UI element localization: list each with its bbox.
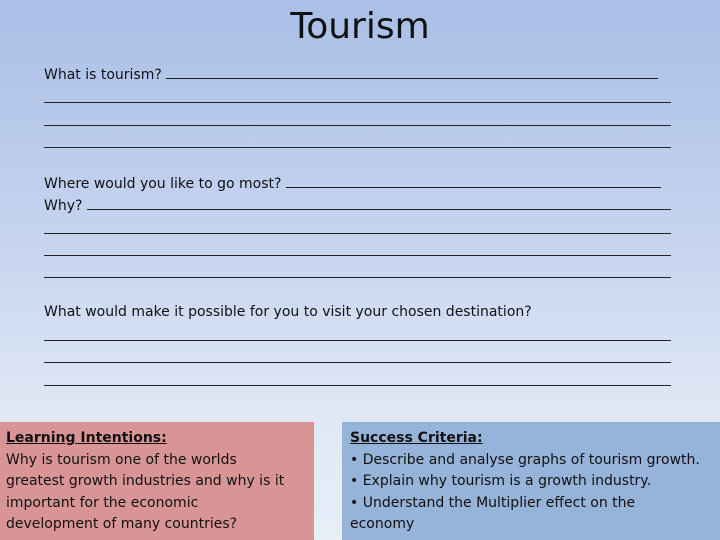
answer-line[interactable] (44, 125, 671, 126)
answer-line[interactable] (44, 362, 671, 363)
learning-intentions-heading: Learning Intentions: (6, 430, 167, 446)
question-why (44, 197, 671, 215)
success-criteria-box (342, 422, 720, 540)
question-text: What is tourism? (44, 67, 162, 83)
question-where-go (44, 175, 661, 193)
learning-intentions-line: development of many countries? (6, 516, 238, 532)
question-make-possible (44, 303, 532, 321)
answer-line[interactable] (44, 385, 671, 386)
success-criteria-line: economy (350, 516, 415, 532)
learning-intentions-line: greatest growth industries and why is it (6, 473, 285, 489)
answer-line[interactable] (44, 255, 671, 256)
learning-intentions-line: important for the economic (6, 494, 199, 511)
success-criteria-heading: Success Criteria: (350, 430, 483, 446)
success-criteria-line: • Explain why tourism is a growth industry. (350, 473, 652, 489)
question-text: What would make it possible for you to visit your chosen destination? (44, 304, 532, 320)
success-criteria-line: • Understand the Multiplier effect on the (350, 494, 636, 511)
page-title: Tourism (290, 6, 430, 47)
success-criteria-line: • Describe and analyse graphs of tourism growth. (350, 451, 700, 468)
answer-line[interactable] (44, 340, 671, 341)
question-text: Where would you like to go most? (44, 176, 282, 192)
answer-blank[interactable] (166, 66, 658, 79)
answer-line[interactable] (44, 147, 671, 148)
answer-blank[interactable] (87, 197, 671, 210)
learning-intentions-box (0, 422, 314, 540)
question-text: Why? (44, 198, 83, 214)
answer-line[interactable] (44, 233, 671, 234)
learning-intentions-line: Why is tourism one of the worlds (6, 451, 237, 468)
answer-blank[interactable] (286, 175, 661, 188)
answer-line[interactable] (44, 277, 671, 278)
question-what-is-tourism (44, 66, 658, 84)
answer-line[interactable] (44, 102, 671, 103)
